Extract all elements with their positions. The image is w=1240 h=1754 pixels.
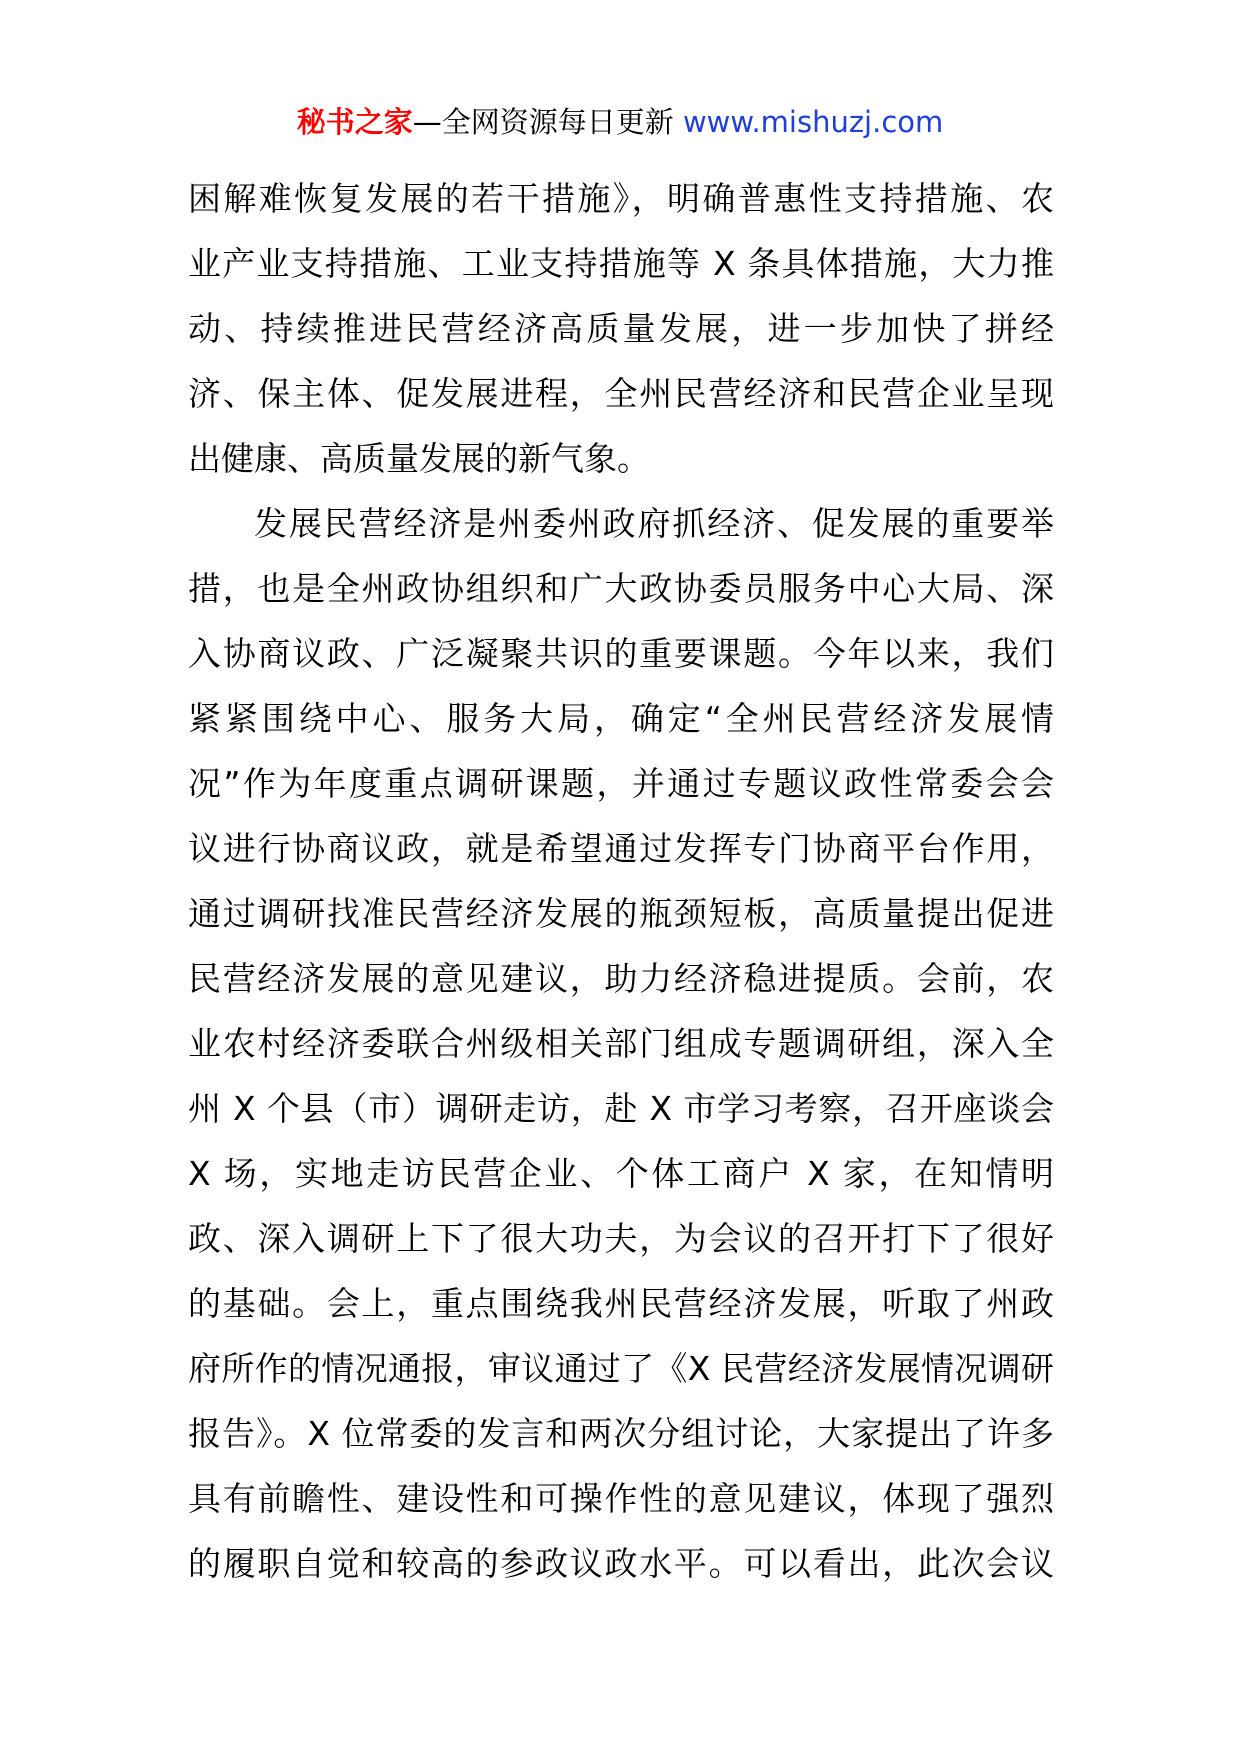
text-line: 紧紧围绕中心、服务大局，确定“全州民营经济发展情	[188, 699, 1054, 738]
text-line: 通过调研找准民营经济发展的瓶颈短板，高质量提出促进	[188, 894, 1054, 933]
text-line: 的履职自觉和较高的参政议政水平。可以看出，此次会议	[188, 1544, 1054, 1583]
text-line: 议进行协商议政，就是希望通过发挥专门协商平台作用，	[188, 829, 1054, 868]
text-line: 措，也是全州政协组织和广大政协委员服务中心大局、深	[188, 569, 1054, 608]
text-line: 州 X 个县（市）调研走访，赴 X 市学习考察，召开座谈会	[188, 1089, 1054, 1128]
text-line: 困解难恢复发展的若干措施》，明确普惠性支持措施、农	[188, 179, 1054, 218]
text-line: 入协商议政、广泛凝聚共识的重要课题。今年以来，我们	[188, 634, 1054, 673]
text-line: X 场，实地走访民营企业、个体工商户 X 家，在知情明	[188, 1154, 1054, 1193]
text-line: 政、深入调研上下了很大功夫，为会议的召开打下了很好	[188, 1219, 1054, 1258]
text-line: 出健康、高质量发展的新气象。	[188, 439, 650, 478]
text-line: 业农村经济委联合州级相关部门组成专题调研组，深入全	[188, 1024, 1054, 1063]
body-text	[188, 166, 1054, 1596]
watermark-header	[0, 102, 1240, 142]
text-line: 报告》。X 位常委的发言和两次分组讨论，大家提出了许多	[188, 1414, 1054, 1453]
header-tagline: —全网资源每日更新	[412, 105, 683, 139]
text-line: 府所作的情况通报，审议通过了《X 民营经济发展情况调研	[188, 1349, 1054, 1388]
text-line: 的基础。会上，重点围绕我州民营经济发展，听取了州政	[188, 1284, 1054, 1323]
website-link[interactable]: www.mishuzj.com	[682, 105, 944, 139]
text-line: 济、保主体、促发展进程，全州民营经济和民营企业呈现	[188, 374, 1054, 413]
brand-name: 秘书之家	[296, 105, 413, 139]
text-line: 民营经济发展的意见建议，助力经济稳进提质。会前，农	[188, 959, 1054, 998]
text-line: 况”作为年度重点调研课题，并通过专题议政性常委会会	[188, 764, 1054, 803]
text-line: 具有前瞻性、建设性和可操作性的意见建议，体现了强烈	[188, 1479, 1054, 1518]
text-line: 动、持续推进民营经济高质量发展，进一步加快了拼经	[188, 309, 1054, 348]
text-line: 业产业支持措施、工业支持措施等 X 条具体措施，大力推	[188, 244, 1054, 283]
paragraph-start-line: 发展民营经济是州委州政府抓经济、促发展的重要举	[254, 504, 1054, 543]
